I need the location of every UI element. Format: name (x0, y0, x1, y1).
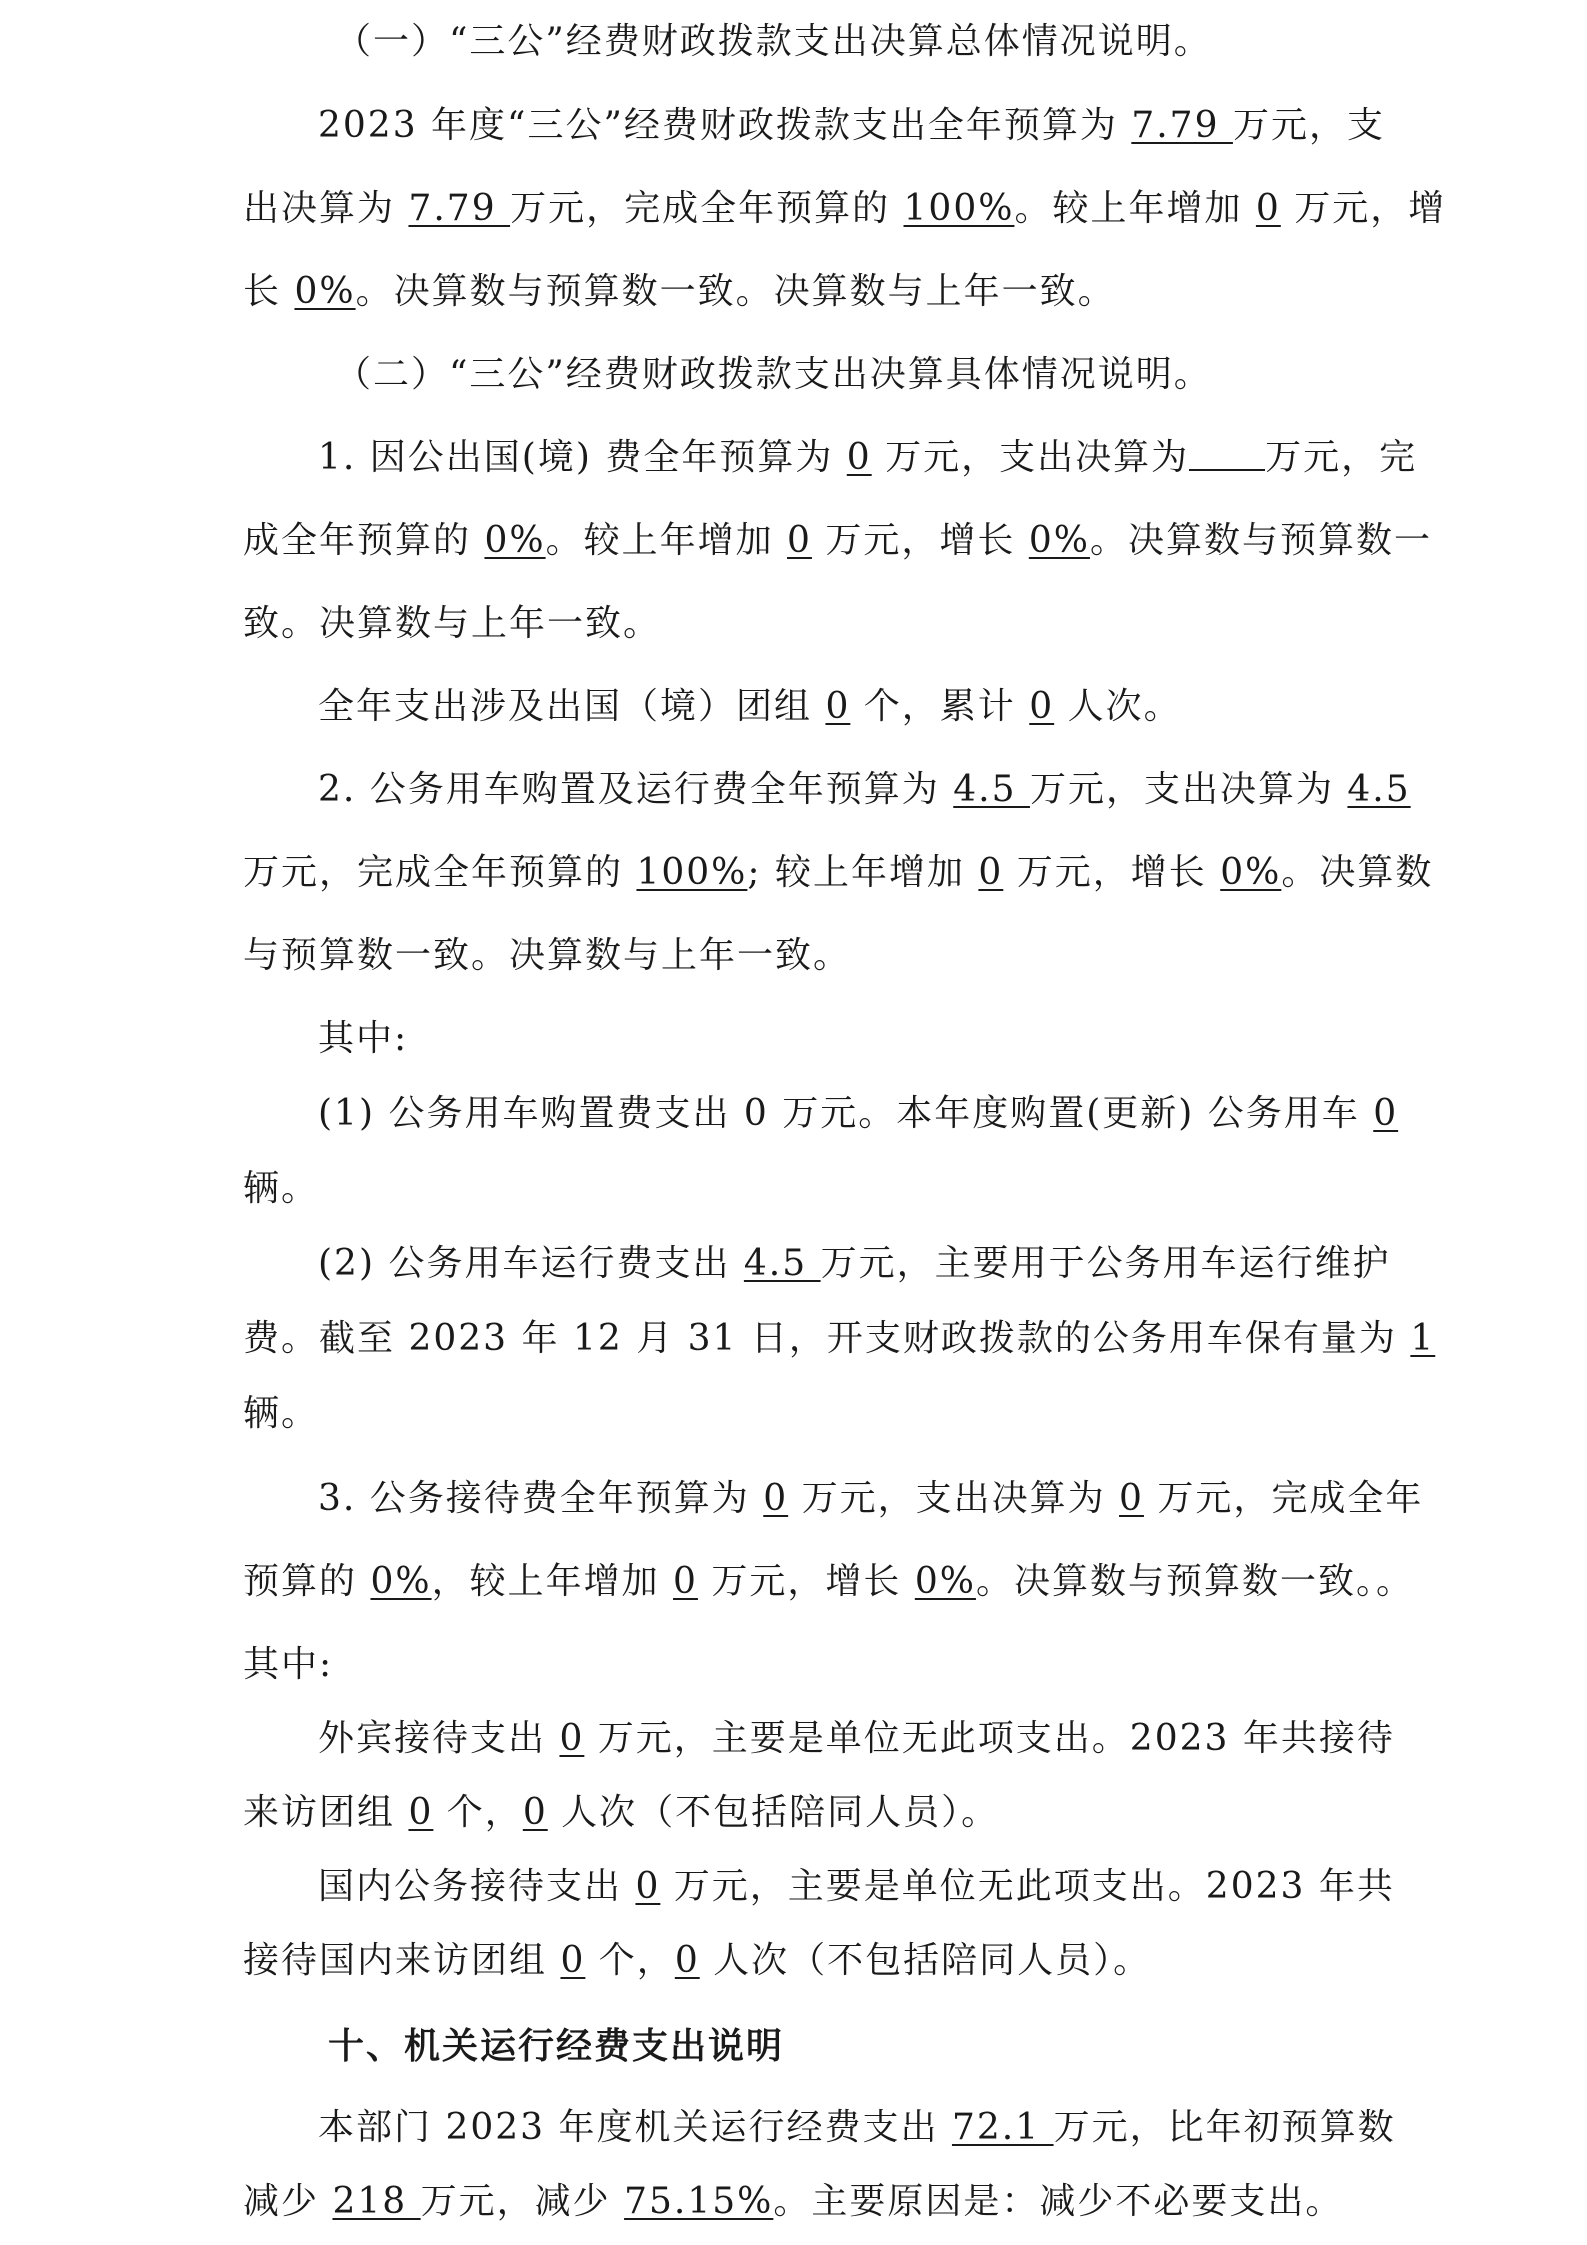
foreign-reception-line-1: 外宾接待支出 0 万元，主要是单位无此项支出。2023 年共接待 (318, 1718, 1395, 1759)
domestic-reception-line-2: 接待国内来访团组 0 个，0 人次（不包括陪同人员）。 (243, 1940, 1152, 1981)
item-2b-line-1: (2) 公务用车运行费支出 4.5 万元，主要用于公务用车运行维护 (318, 1243, 1391, 1284)
item-3-subheading: 其中: (243, 1644, 334, 1685)
section-2-heading: （二）“三公”经费财政拨款支出决算具体情况说明。 (335, 354, 1212, 395)
final-value: 7.79 (408, 188, 511, 229)
blank-fill-line (1189, 435, 1265, 471)
section-1-paragraph-line-1: 2023 年度“三公”经费财政拨款支出全年预算为 7.79 万元，支 (318, 105, 1385, 146)
item-2a-line-2: 辆。 (243, 1168, 320, 1209)
section-1-paragraph-line-3: 长 0%。决算数与预算数一致。决算数与上年一致。 (243, 271, 1116, 312)
budget-value: 7.79 (1131, 105, 1233, 146)
section-10-line-2: 减少 218 万元，减少 75.15%。主要原因是：减少不必要支出。 (243, 2181, 1344, 2222)
foreign-reception-line-2: 来访团组 0 个，0 人次（不包括陪同人员）。 (243, 1792, 1000, 1833)
section-10-heading: 十、机关运行经费支出说明 (328, 2026, 785, 2067)
growth-rate: 0% (294, 271, 356, 312)
item-1-line-3: 致。决算数与上年一致。 (243, 603, 662, 644)
section-10-line-1: 本部门 2023 年度机关运行经费支出 72.1 万元，比年初预算数 (318, 2107, 1396, 2148)
section-1-heading: （一）“三公”经费财政拨款支出决算总体情况说明。 (335, 21, 1212, 62)
item-2-subheading: 其中: (318, 1018, 409, 1059)
domestic-reception-line-1: 国内公务接待支出 0 万元，主要是单位无此项支出。2023 年共 (318, 1866, 1395, 1907)
section-1-paragraph-line-2: 出决算为 7.79 万元，完成全年预算的 100%。较上年增加 0 万元，增 (243, 188, 1447, 229)
item-3-line-2: 预算的 0%，较上年增加 0 万元，增长 0%。决算数与预算数一致。。 (243, 1561, 1414, 1602)
item-2a-line-1: (1) 公务用车购置费支出 0 万元。本年度购置(更新) 公务用车 0 (318, 1093, 1399, 1134)
item-2b-line-3: 辆。 (243, 1393, 320, 1434)
item-2-line-2: 万元，完成全年预算的 100%; 较上年增加 0 万元，增长 0%。决算数 (243, 852, 1434, 893)
item-1-line-1: 1. 因公出国(境) 费全年预算为 0 万元，支出决算为 万元，完 (318, 437, 1418, 478)
item-2b-line-2: 费。截至 2023 年 12 月 31 日，开支财政拨款的公务用车保有量为 1 (243, 1318, 1436, 1359)
item-3-line-1: 3. 公务接待费全年预算为 0 万元，支出决算为 0 万元，完成全年 (318, 1478, 1424, 1519)
item-2-line-1: 2. 公务用车购置及运行费全年预算为 4.5 万元，支出决算为 4.5 (318, 769, 1411, 810)
completion-rate: 100% (903, 188, 1015, 229)
increase-value: 0 (1255, 188, 1281, 229)
item-2-line-3: 与预算数一致。决算数与上年一致。 (243, 935, 852, 976)
item-1-line-2: 成全年预算的 0%。较上年增加 0 万元，增长 0%。决算数与预算数一 (243, 520, 1432, 561)
item-1-line-4: 全年支出涉及出国（境）团组 0 个，累计 0 人次。 (318, 686, 1182, 727)
